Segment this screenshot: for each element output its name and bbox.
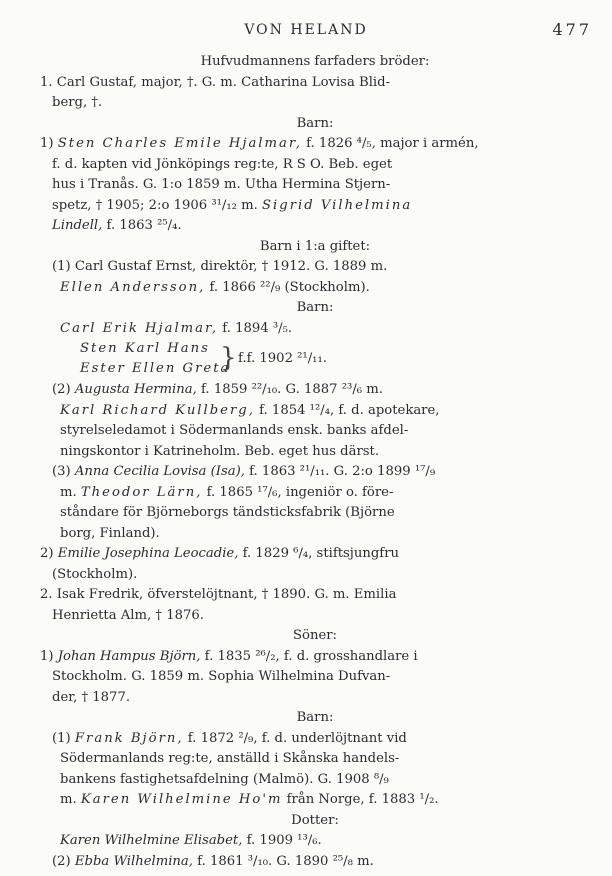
- text-line: 2. Isak Fredrik, öfverstelöjtnant, † 1890. G. m. Emilia: [40, 587, 397, 602]
- text-line: (1) Carl Gustaf Ernst, direktör, † 1912. G. 1889 m.: [52, 259, 388, 274]
- person-name: Augusta Hermina,: [74, 382, 197, 397]
- text-line: [40, 401, 590, 422]
- text-line: Stockholm. G. 1859 m. Sophia Wilhelmina Dufvan-: [52, 669, 391, 684]
- text-line: styrelseledamot i Södermanlands ensk. banks afdel-: [60, 423, 409, 438]
- text-line: [40, 647, 590, 668]
- text-span: f. 1909 ¹³/₆.: [242, 833, 322, 848]
- text-span: m.: [60, 484, 81, 500]
- text-line: ningskontor i Katrineholm. Beb. eget hus därst.: [60, 443, 380, 459]
- text-line: [40, 790, 590, 811]
- person-name: Sigrid Vilhelmina: [262, 197, 413, 213]
- person-name: Anna Cecilia Lovisa (Isa),: [74, 464, 245, 479]
- text-span: f. 1863 ²⁵/₄.: [102, 218, 182, 233]
- person-name: Ellen Andersson,: [60, 279, 206, 295]
- person-name: Sten Charles Emile Hjalmar,: [57, 136, 302, 151]
- text-line: [40, 483, 590, 504]
- text-line: der, † 1877.: [52, 689, 131, 705]
- text-span: (1): [52, 730, 75, 746]
- text-line: [40, 216, 590, 237]
- text-line: borg, Finland).: [60, 525, 160, 541]
- person-name: Karl Richard Kullberg,: [60, 402, 255, 418]
- person-name: Lindell,: [52, 218, 103, 233]
- text-line: bankens fastighetsafdelning (Malmö). G. 1908 ⁸/₉: [60, 771, 389, 787]
- text-span: f. 1872 ²/₉, f. d. underlöjtnant vid: [183, 730, 407, 746]
- text-line: 1. Carl Gustaf, major, †. G. m. Catharina Lovisa Blid-: [40, 74, 391, 90]
- text-line: Södermanlands reg:te, anställd i Skånska handels-: [60, 751, 400, 766]
- text-line: [40, 852, 590, 873]
- subheading: Barn:: [296, 710, 334, 725]
- text-span: f. 1859 ²²/₁₀. G. 1887 ²³/₆ m.: [196, 382, 383, 397]
- text-line: [40, 544, 590, 565]
- text-span: (3): [52, 464, 75, 479]
- text-line: (Stockholm).: [52, 566, 138, 582]
- text-span: f.f. 1902 ²¹/₁₁.: [238, 351, 327, 366]
- subheading: Söner:: [292, 628, 338, 643]
- person-name: Karen Wilhelmine Elisabet,: [60, 833, 243, 848]
- text-span: f. 1863 ²¹/₁₁. G. 2:o 1899 ¹⁷/₉: [244, 464, 436, 479]
- text-line: ståndare för Björneborgs tändsticksfabrik (Björne: [60, 505, 395, 520]
- text-line: [40, 729, 590, 750]
- text-line: [40, 196, 590, 217]
- text-span: f. 1826 ⁴/₅, major i armén,: [301, 136, 479, 151]
- text-span: (2): [52, 382, 75, 397]
- text-span: f. 1835 ²⁶/₂, f. d. grosshandlare i: [200, 648, 418, 664]
- text-span: f. 1829 ⁶/₄, stiftsjungfru: [238, 546, 399, 561]
- person-name: Ester Ellen Greta: [80, 361, 231, 376]
- text-line: [40, 831, 590, 852]
- text-line: [40, 380, 590, 401]
- text-span: f. 1854 ¹²/₄, f. d. apotekare,: [254, 402, 440, 418]
- page-number: 477: [552, 20, 592, 39]
- person-name: Karen Wilhelmine Ho'm: [80, 792, 283, 807]
- section-heading: Hufvudmannens farfaders bröder:: [200, 54, 430, 69]
- person-name: Johan Hampus Björn,: [57, 648, 201, 664]
- page-header: [0, 18, 612, 40]
- brace-glyph: }: [220, 343, 237, 373]
- text-span: f. 1861 ³/₁₀. G. 1890 ²⁵/₈ m.: [192, 853, 374, 869]
- text-line: f. d. kapten vid Jönköpings reg:te, R S O. Beb. eget: [52, 156, 393, 172]
- text-line: Henrietta Alm, † 1876.: [52, 607, 204, 623]
- running-head: VON HELAND: [244, 22, 368, 38]
- person-name: Theodor Lärn,: [80, 484, 203, 500]
- text-span: från Norge, f. 1883 ¹/₂.: [282, 792, 439, 807]
- text-span: 1): [40, 648, 58, 664]
- subheading: Barn:: [296, 115, 334, 131]
- text-span: 2): [40, 546, 58, 561]
- text-span: f. 1865 ¹⁷/₆, ingeniör o. före-: [202, 484, 394, 500]
- text-line: [40, 134, 590, 155]
- text-span: spetz, † 1905; 2:o 1906 ³¹/₁₂ m.: [52, 197, 263, 213]
- subheading: Dotter:: [291, 812, 339, 828]
- person-name: Ebba Wilhelmina,: [74, 853, 193, 869]
- text-line: hus i Tranås. G. 1:o 1859 m. Utha Hermina Stjern-: [52, 177, 391, 192]
- person-name: Carl Erik Hjalmar,: [60, 320, 219, 336]
- person-name: Frank Björn,: [74, 730, 184, 746]
- person-name: Emilie Josephina Leocadie,: [57, 546, 239, 561]
- text-line: berg, †.: [52, 95, 103, 110]
- text-body: [40, 52, 590, 872]
- subheading: Barn:: [296, 300, 334, 315]
- twins-entry: [40, 339, 590, 380]
- text-span: m.: [60, 792, 81, 807]
- text-span: f. 1866 ²²/₉ (Stockholm).: [205, 279, 370, 295]
- text-span: 1): [40, 136, 58, 151]
- text-span: f. 1894 ³/₅.: [218, 320, 293, 336]
- text-span: (2): [52, 853, 75, 869]
- person-name: Sten Karl Hans: [80, 341, 210, 356]
- text-line: [40, 319, 590, 340]
- text-line: [40, 462, 590, 483]
- text-line: [40, 278, 590, 299]
- subheading: Barn i 1:a giftet:: [259, 238, 371, 254]
